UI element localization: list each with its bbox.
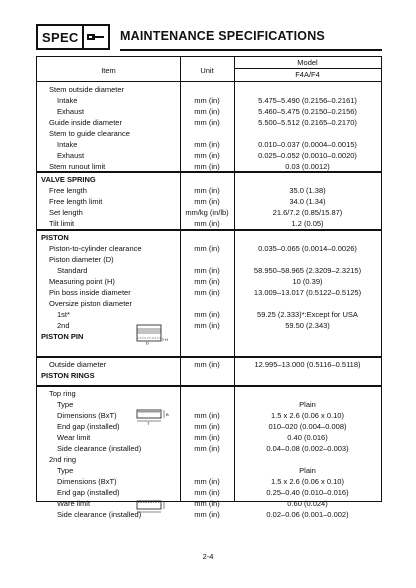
value-cell: 0.60 (0.024) [287,499,328,508]
item-label: Top ring [49,389,76,398]
header-divider [37,81,381,82]
table-row [37,254,381,265]
table-row [37,128,381,139]
section-heading: VALVE SPRING [41,175,96,184]
unit-cell: mm (in) [194,444,220,453]
title-underline [120,49,382,51]
item-label: Tilt limit [49,219,75,228]
page-header [36,24,382,50]
wrench-icon [84,24,110,50]
unit-cell: mm (in) [194,277,220,286]
value-cell: 010–020 (0.004–0.008) [268,422,347,431]
table-row [37,487,381,498]
value-cell: 21.6/7.2 (0.85/15.87) [272,208,343,217]
table-row [37,320,381,331]
item-label: Pin boss inside diameter [49,288,131,297]
value-cell: 13.009–13.017 (0.5122–0.5125) [253,288,362,297]
piston-d-label: D [146,340,149,345]
column-header-item: Item [101,66,116,75]
value-cell: 12.995–13.000 (0.5116–0.5118) [254,360,361,369]
table-row [37,454,381,465]
unit-cell: mm (in) [194,411,220,420]
item-label: Side clearance (installed) [57,444,142,453]
unit-cell: mm (in) [194,162,220,171]
unit-cell: mm (in) [194,477,220,486]
table-row [37,432,381,443]
value-cell: 59.50 (2.343) [285,321,330,330]
unit-cell: mm (in) [194,433,220,442]
table-row [37,498,381,509]
unit-cell: mm (in) [194,96,220,105]
table-row [37,243,381,254]
table-row [37,185,381,196]
table-row [37,443,381,454]
ring-t-label: T [147,421,150,426]
table-row [37,232,381,243]
unit-cell: mm (in) [194,151,220,160]
unit-cell: mm (in) [194,107,220,116]
unit-cell: mm (in) [194,310,220,319]
unit-cell: mm (in) [194,510,220,519]
value-cell: 0.25–0.40 (0.010–0.016) [266,488,349,497]
piston-h-label: H [165,337,168,342]
ring-b-label: B [166,412,169,417]
table-row [37,410,381,421]
table-row [37,476,381,487]
table-row [37,265,381,276]
value-cell: 5.460–5.475 (0.2150–0.2156) [258,107,357,116]
item-label: Ware limit [57,499,91,508]
item-label: Standard [57,266,88,275]
value-cell: 0.010–0.037 (0.0004–0.0015) [258,140,357,149]
item-label: Exhaust [57,107,85,116]
unit-cell: mm (in) [194,140,220,149]
item-label: Outside diameter [49,360,107,369]
value-cell: 0.02–0.06 (0.001–0.002) [266,510,349,519]
table-row [37,106,381,117]
table-row [37,421,381,432]
table-row [37,207,381,218]
unit-cell: mm (in) [194,488,220,497]
table-row [37,95,381,106]
item-label: Stem outside diameter [49,85,125,94]
spec-table [36,56,382,519]
page-number: 2-4 [202,552,214,561]
unit-cell: mm (in) [194,219,220,228]
unit-cell: mm (in) [194,186,220,195]
table-row [37,196,381,207]
unit-cell: mm (in) [194,321,220,330]
item-label: Guide inside diameter [49,118,122,127]
item-label: Free length [49,186,87,195]
item-label: Piston-to-cylinder clearance [49,244,142,253]
unit-cell: mm (in) [194,422,220,431]
table-row [37,218,381,229]
value-cell: 5.500–5.512 (0.2165–0.2170) [258,118,357,127]
value-cell: 35.0 (1.38) [289,186,326,195]
section-divider [37,229,381,231]
value-cell: Plain [299,466,316,475]
table-row [37,465,381,476]
table-row [37,399,381,410]
item-label: Piston diameter (D) [49,255,114,264]
table-row [37,331,381,342]
section-divider [37,385,381,387]
unit-cell: mm (in) [194,288,220,297]
item-label: Stem runout limit [49,162,106,171]
table-row [37,388,381,399]
item-label: Type [57,466,74,475]
table-row [37,287,381,298]
column-header-model: Model [297,58,318,67]
unit-cell: mm (in) [194,118,220,127]
item-label: 2nd [57,321,70,330]
section-heading: PISTON RINGS [41,371,95,380]
value-cell: 1.5 x 2.6 (0.06 x 0.10) [271,411,344,420]
item-label: Oversize piston diameter [49,299,132,308]
table-row [37,84,381,95]
table-row [37,298,381,309]
unit-cell: mm/kg (in/lb) [185,208,229,217]
spec-badge [36,24,84,50]
table-row [37,359,381,370]
item-label: Type [57,400,74,409]
page-title: MAINTENANCE SPECIFICATIONS [120,29,325,43]
section-heading: PISTON PIN [41,332,84,341]
column-header-unit: Unit [200,66,214,75]
item-label: Intake [57,96,78,105]
header-divider [234,68,381,69]
item-label: Stem to guide clearance [49,129,130,138]
value-cell: 59.25 (2.333)*:Except for USA [257,310,358,319]
table-row [37,309,381,320]
item-label: Free length limit [49,197,103,206]
unit-cell: mm (in) [194,266,220,275]
value-cell: 0.025–0.052 (0.0010–0.0020) [258,151,357,160]
spec-label: SPEC [42,29,79,45]
section-divider [37,356,381,358]
table-row [37,370,381,381]
unit-cell: mm (in) [194,197,220,206]
item-label: 2nd ring [49,455,77,464]
item-label: Dimensions (BxT) [57,477,117,486]
item-label: Intake [57,140,78,149]
value-cell: 10 (0.39) [292,277,323,286]
unit-cell: mm (in) [194,499,220,508]
item-label: Measuring point (H) [49,277,115,286]
value-cell: 34.0 (1.34) [289,197,326,206]
item-label: 1st* [57,310,70,319]
section-heading: PISTON [41,233,69,242]
column-header-model-variant: F4A/F4 [295,70,320,79]
table-row [37,161,381,172]
table-row [37,139,381,150]
value-cell: 0.04–0.08 (0.002–0.003) [266,444,349,453]
table-row [37,150,381,161]
table-row [37,117,381,128]
item-label: End gap (installed) [57,488,120,497]
item-label: Exhaust [57,151,85,160]
unit-cell: mm (in) [194,244,220,253]
value-cell: Plain [299,400,316,409]
item-label: Dimensions (BxT) [57,411,117,420]
value-cell: 0.035–0.065 (0.0014–0.0026) [258,244,357,253]
table-row [37,276,381,287]
value-cell: 58.950–58.965 (2.3209–2.3215) [253,266,362,275]
item-label: Side clearance (installed) [57,510,142,519]
item-label: Set length [49,208,83,217]
value-cell: 0.03 (0.0012) [285,162,330,171]
item-label: Wear limit [57,433,91,442]
item-label: End gap (installed) [57,422,120,431]
value-cell: 5.475–5.490 (0.2156–0.2161) [258,96,357,105]
table-row [37,174,381,185]
unit-cell: mm (in) [194,360,220,369]
value-cell: 1.5 x 2.6 (0.06 x 0.10) [271,477,344,486]
table-row [37,509,381,520]
value-cell: 1.2 (0.05) [291,219,324,228]
value-cell: 0.40 (0.016) [287,433,328,442]
